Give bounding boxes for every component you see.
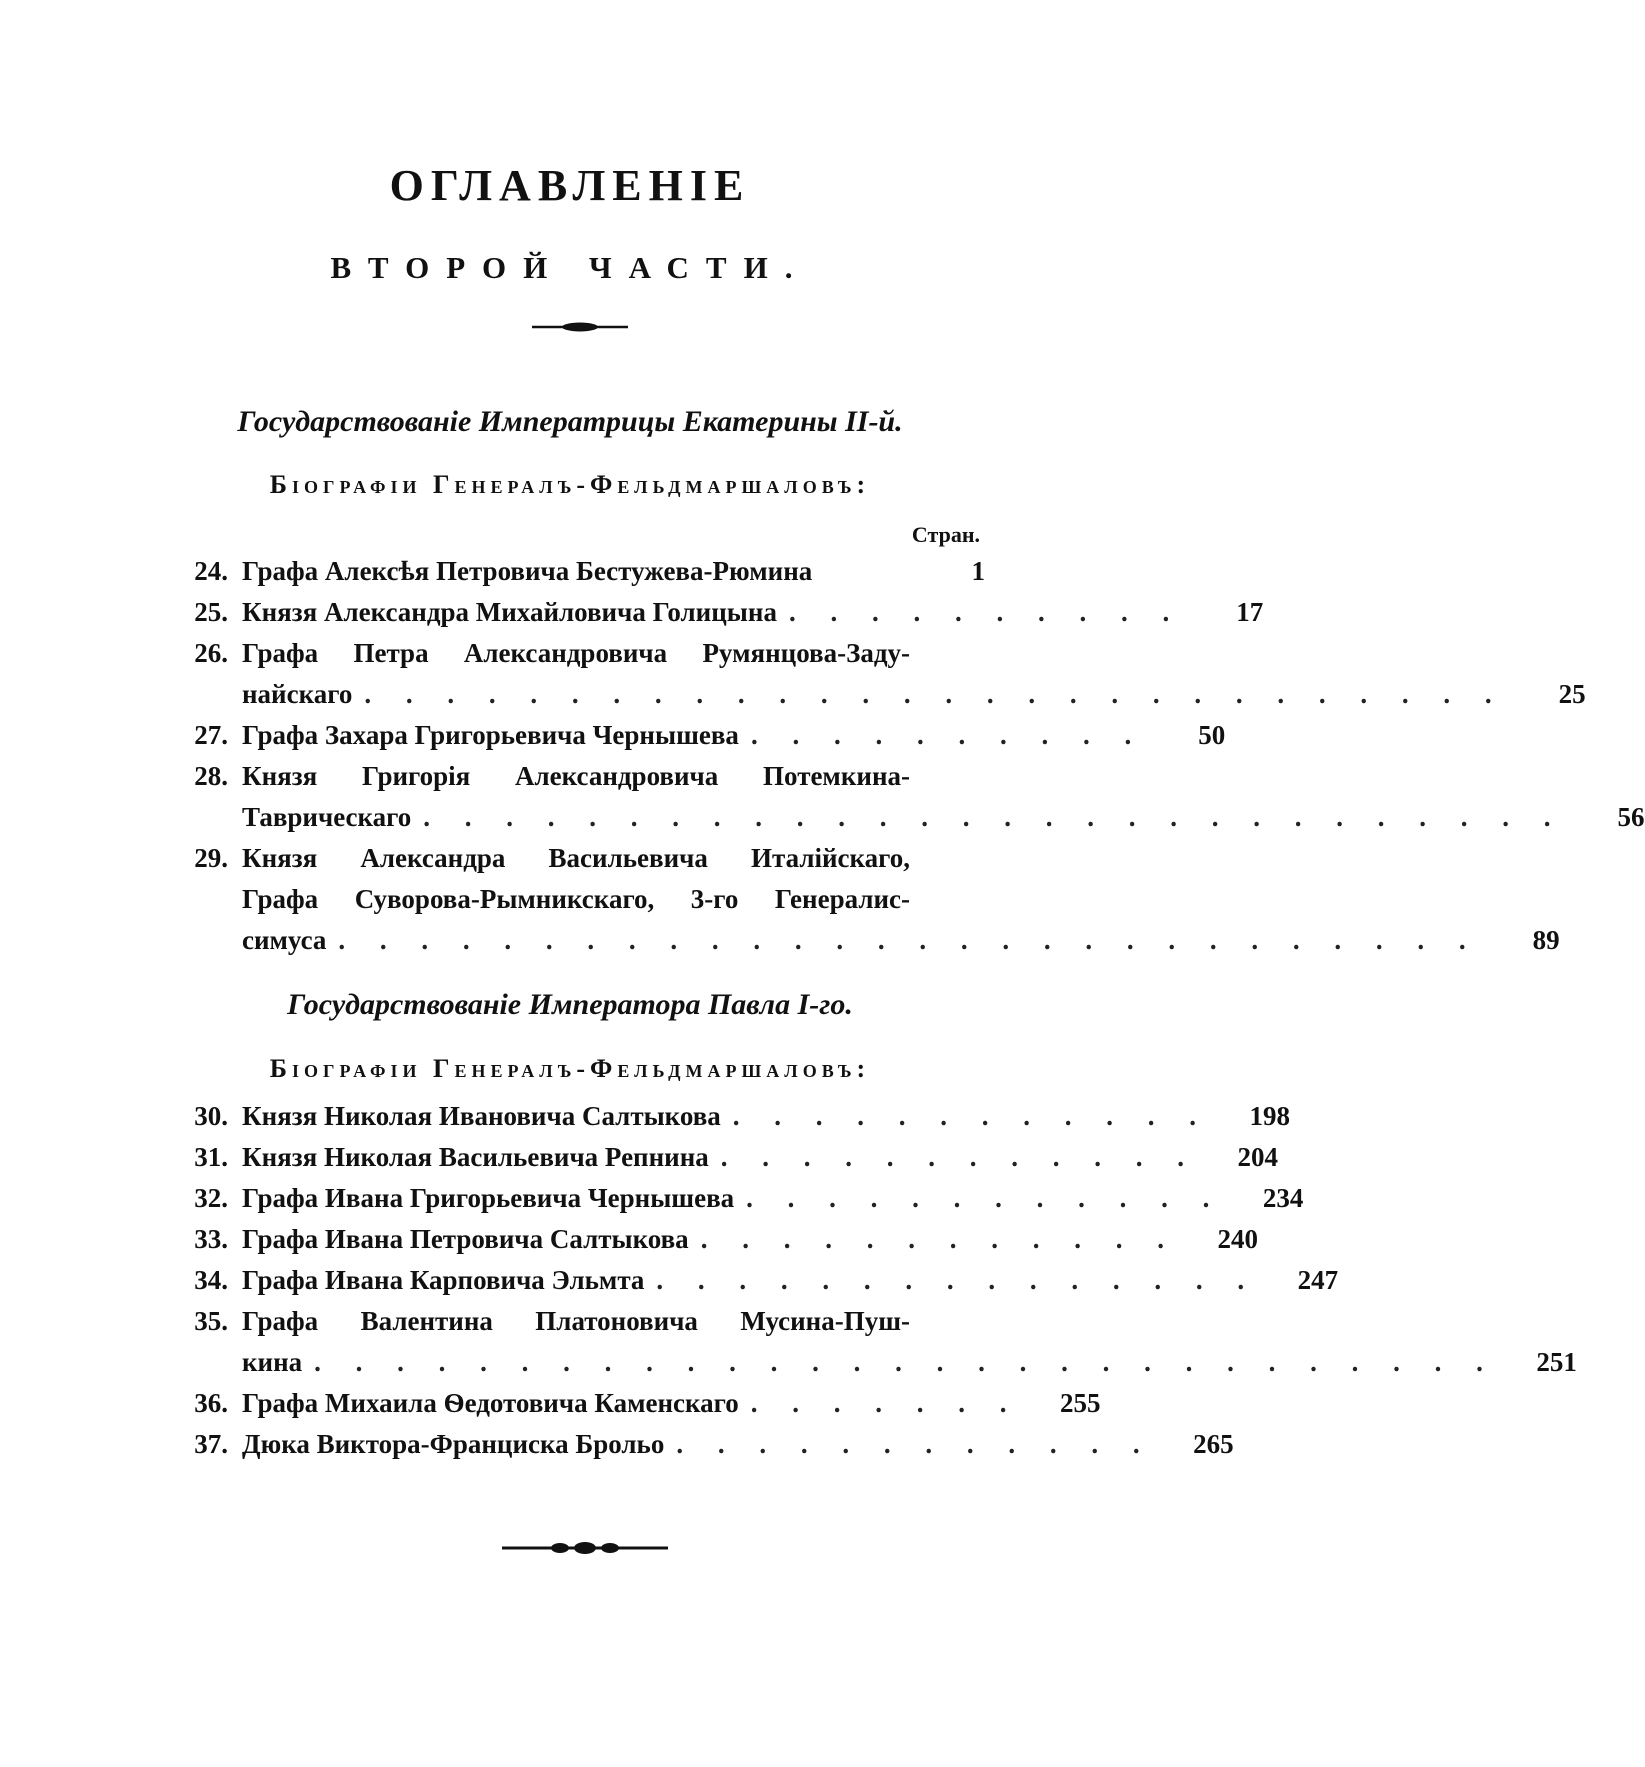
toc-entry	[170, 1096, 1291, 1137]
entry-title-continued: найскаго	[242, 679, 353, 709]
entry-page: 247	[1297, 1265, 1339, 1295]
toc-entry	[170, 592, 1264, 633]
dot-leader: . . . . . . . . . . . .	[676, 1429, 1154, 1459]
section-subheading-catherine: Біографіи Генералъ-Фельдмаршаловъ:	[269, 470, 871, 499]
entry-page: 56	[1617, 802, 1645, 832]
entry-page: 198	[1249, 1101, 1291, 1131]
entry-number: 32.	[194, 1183, 228, 1213]
entry-number: 28.	[194, 761, 228, 791]
entry-title: Графа Ивана Карповича Эльмта	[242, 1265, 645, 1295]
section-subheading-paul: Біографіи Генералъ-Фельдмаршаловъ:	[269, 1054, 871, 1083]
entry-number: 24.	[194, 556, 228, 586]
entry-number: 30.	[194, 1101, 228, 1131]
toc-entry	[170, 838, 1560, 961]
entry-title: Князя Александра Васильевича Италійскаго,	[242, 843, 910, 873]
entry-number: 25.	[194, 597, 228, 627]
dot-leader: . . . . . . . . . .	[788, 597, 1184, 627]
entry-number: 36.	[194, 1388, 228, 1418]
entry-page: 265	[1193, 1429, 1234, 1459]
entry-title: Князя Александра Михайловича Голицына	[242, 597, 777, 627]
toc-entry	[170, 633, 1586, 715]
page-subtitle: ВТОРОЙ ЧАСТИ.	[330, 250, 810, 285]
entry-number: 26.	[194, 638, 228, 668]
entry-number: 35.	[194, 1306, 228, 1336]
toc-entry	[170, 1260, 1339, 1301]
entry-title: Графа Захара Григорьевича Чернышева	[242, 720, 739, 750]
page-title: ОГЛАВЛЕНIЕ	[389, 161, 751, 210]
toc-entry	[170, 551, 985, 592]
entry-number: 27.	[194, 720, 228, 750]
entry-number: 31.	[194, 1142, 228, 1172]
entry-title: Графа Валентина Платоновича Мусина-Пуш-	[242, 1306, 910, 1336]
entry-number: 33.	[194, 1224, 228, 1254]
entry-number: 37.	[194, 1429, 228, 1459]
toc-entry	[170, 1137, 1279, 1178]
dot-leader: . . . . . . . . . . . .	[732, 1101, 1211, 1131]
dot-leader: . . . . . . . . . . . .	[700, 1224, 1178, 1254]
entry-title-continued: Графа Суворова-Рымникскаго, 3-го Генералис-	[242, 884, 910, 914]
entry-page: 251	[1536, 1347, 1577, 1377]
entry-title: Графа Михаила Ѳедотовича Каменскаго	[242, 1388, 739, 1418]
dot-leader: . . . . . . . . . . . . . . . . . . . . . . . . . . . .	[423, 802, 1565, 832]
entry-title: Графа Ивана Петровича Салтыкова	[242, 1224, 689, 1254]
toc-entry	[170, 1301, 1577, 1383]
toc-entry	[170, 1219, 1258, 1260]
entry-number: 34.	[194, 1265, 228, 1295]
entry-title: Графа Алексѣя Петровича Бестужева-Рюмина	[242, 556, 813, 586]
dot-leader: . . . . . . . . . . . .	[720, 1142, 1199, 1172]
entry-title-continued: кина	[242, 1347, 303, 1377]
entry-page: 50	[1198, 720, 1226, 750]
entry-page: 204	[1237, 1142, 1279, 1172]
entry-title: Графа Ивана Григорьевича Чернышева	[242, 1183, 735, 1213]
toc-entry	[170, 1383, 1101, 1424]
dot-leader: . . . . . . . . . . . . . . .	[656, 1265, 1259, 1295]
dot-leader: . . . . . . .	[750, 1388, 1021, 1418]
toc-entry	[170, 1178, 1304, 1219]
section-heading-paul: Государствованіе Императора Павла I-го.	[287, 988, 853, 1021]
section-heading-catherine: Государствованіе Императрицы Екатерины II-й.	[237, 405, 903, 438]
entry-title-continued: симуса	[242, 925, 327, 955]
entry-page: 234	[1262, 1183, 1304, 1213]
toc-entry	[170, 715, 1226, 756]
entry-page: 1	[971, 556, 985, 586]
dot-leader: . . . . . . . . . . . . . . . . . . . . . . . . . . . .	[364, 679, 1506, 709]
entry-number: 29.	[194, 843, 228, 873]
entry-title: Графа Петра Александровича Румянцова-Заду-	[242, 638, 910, 668]
dot-leader: . . . . . . . . . . . . . . . . . . . . . . . . . . . .	[338, 925, 1480, 955]
entry-page: 240	[1217, 1224, 1258, 1254]
entry-title-continued: Таврическаго	[242, 802, 412, 832]
ornament-divider-bottom	[500, 1539, 670, 1557]
entry-page: 17	[1236, 597, 1264, 627]
dot-leader: . . . . . . . . . . . . . . . . . . . . . . . . . . . . .	[314, 1347, 1497, 1377]
entry-title: Дюка Виктора-Франциска Брольо	[242, 1429, 665, 1459]
entry-page: 89	[1532, 925, 1560, 955]
dot-leader: . . . . . . . . . .	[750, 720, 1146, 750]
entry-page: 255	[1059, 1388, 1101, 1418]
ornament-divider-top	[530, 318, 630, 336]
dot-leader: . . . . . . . . . . . .	[746, 1183, 1224, 1213]
entry-title: Князя Николая Ивановича Салтыкова	[242, 1101, 721, 1131]
toc-entry	[170, 1424, 1234, 1465]
toc-entry	[170, 756, 1645, 838]
entry-title: Князя Николая Васильевича Репнина	[242, 1142, 709, 1172]
entry-title: Князя Григорія Александровича Потемкина-	[242, 761, 910, 791]
entry-page: 25	[1558, 679, 1586, 709]
page-column-header: Стран.	[911, 522, 980, 547]
